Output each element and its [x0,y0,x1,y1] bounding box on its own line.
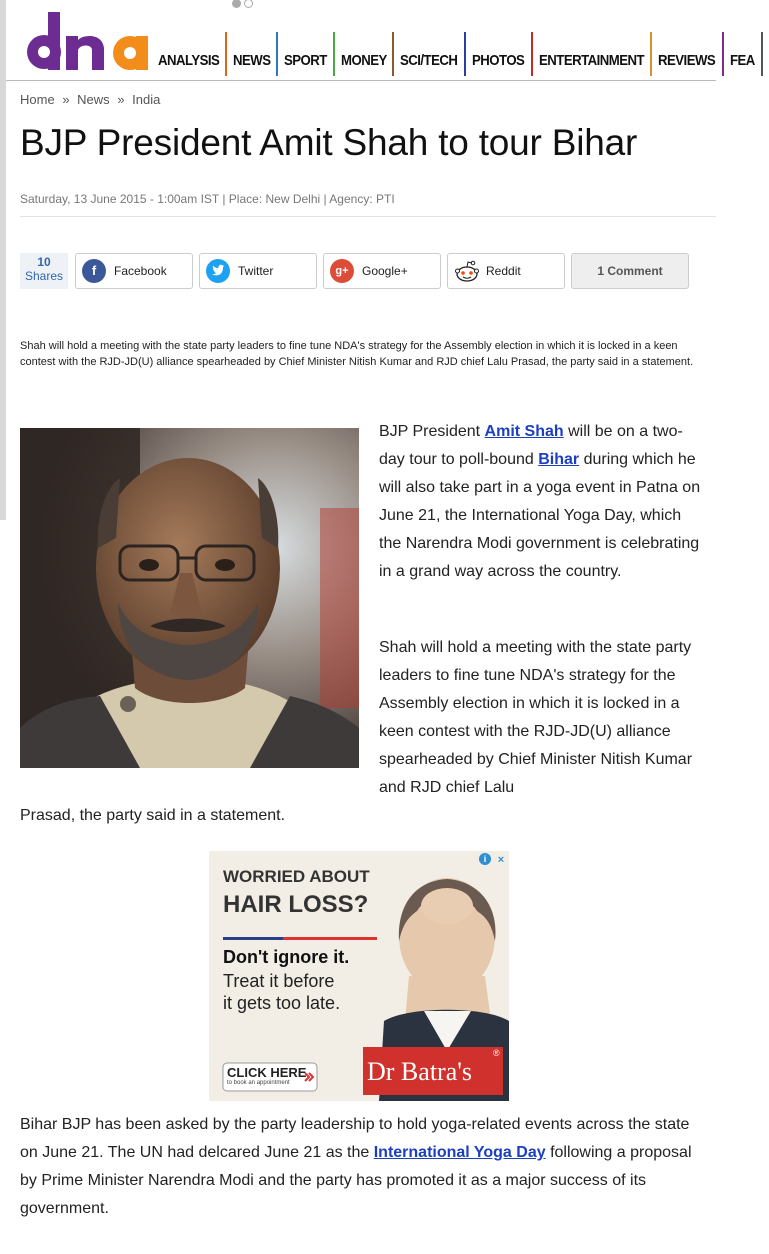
ad-cta-subtext: to book an appointment [227,1080,290,1086]
facebook-share-button[interactable] [75,253,193,289]
paragraph-text: will be on a two-day tour to poll-bound [379,423,683,468]
nav-separator [392,32,394,76]
nav-item-sport[interactable]: SPORT [284,52,327,69]
ad-cta-button[interactable]: CLICK HERE [227,1065,307,1080]
article-paragraph-3 [20,1111,710,1223]
nav-separator [722,32,724,76]
ad-line-2: Treat it before [223,971,335,991]
share-count-label: Shares [24,269,64,283]
nav-item-money[interactable]: MONEY [340,52,387,69]
main-nav [158,32,769,78]
international-yoga-day-link[interactable]: International Yoga Day [373,1144,546,1161]
advertisement[interactable] [209,851,509,1101]
amit-shah-link[interactable]: Amit Shah [484,423,564,440]
article-photo[interactable] [20,428,359,768]
bihar-link[interactable]: Bihar [538,451,580,468]
breadcrumb-separator: » [117,92,125,107]
nav-separator [761,32,763,76]
paragraph-text: following a proposal by Prime Minister Narendra Modi and the party has promoted it as a major success of its government. [20,1144,692,1217]
svg-text:i: i [483,854,487,864]
nav-separator [225,32,227,76]
header-divider [6,80,716,81]
breadcrumb-news[interactable]: News [77,92,110,107]
nav-item-scitech[interactable]: SCI/TECH [400,52,458,69]
paragraph-text: during which he will also take part in a yoga event in Patna on June 21, the International Yoga Day, which the Narendra Modi government is celebrating in a grand way across the country. [379,451,701,580]
comments-button[interactable]: 1 Comment [571,253,689,289]
ad-line-1: Don't ignore it. [223,947,350,967]
nav-item-entertainment[interactable]: ENTERTAINMENT [538,52,644,69]
breadcrumb-india[interactable]: India [132,92,161,107]
ad-headline-2: HAIR LOSS? [223,891,369,918]
article-title: BJP President Amit Shah to tour Bihar [20,122,638,163]
nav-separator [464,32,466,76]
reddit-share-button[interactable] [447,253,565,289]
breadcrumb-separator: » [62,92,70,107]
breadcrumb [20,92,164,107]
svg-text:dna: dna [24,12,26,13]
google-plus-icon: g+ [330,259,354,283]
article-summary: Shah will hold a meeting with the state party leaders to fine tune NDA's strategy for the Assembly election in which it is locked in a keen contest with the RJD-JD(U) alliance spearheaded by Chief Minister Nitish Kumar and RJD chief Lalu Prasad, the party said in a statement. [20,340,694,368]
nav-item-news[interactable]: NEWS [232,52,271,69]
carousel-dot-active[interactable] [232,0,241,8]
share-count-number: 10 [37,255,51,269]
nav-item-fea[interactable]: FEA [729,52,755,69]
carousel-dots[interactable] [232,0,256,13]
article-paragraph-1 [379,418,704,586]
ad-registered-mark: ® [493,1048,500,1058]
reddit-share-label: Reddit [486,264,521,278]
share-count [20,253,68,289]
google-plus-share-label: Google+ [362,264,408,278]
ad-brand: Dr Batra's [367,1057,473,1086]
twitter-share-label: Twitter [238,264,274,278]
nav-separator [333,32,335,76]
nav-item-analysis[interactable]: ANALYSIS [158,52,220,69]
dna-logo[interactable] [24,12,156,74]
reddit-icon [454,259,478,283]
facebook-icon: f [82,259,106,283]
paragraph-text: BJP President [379,423,485,440]
meta-divider [20,216,716,217]
facebook-share-label: Facebook [114,264,167,278]
page-scroll-edge [0,0,6,520]
twitter-icon [206,259,230,283]
article-paragraph-2-continuation: Prasad, the party said in a statement. [20,807,286,824]
nav-item-photos[interactable]: PHOTOS [472,52,525,69]
carousel-dot[interactable] [244,0,253,8]
nav-item-reviews[interactable]: REVIEWS [658,52,716,69]
breadcrumb-home[interactable]: Home [20,92,55,107]
paragraph-text: Bihar BJP has been asked by the party leadership to hold yoga-related events across the state on June 21. The UN had delcared June 21 as the [20,1116,690,1161]
ad-headline-1: WORRIED ABOUT [223,867,370,886]
svg-text:×: × [497,854,505,866]
nav-separator [531,32,533,76]
article-paragraph-2: Shah will hold a meeting with the state party leaders to fine tune NDA's strategy for the Assembly election in which it is locked in a keen contest with the RJD-JD(U) alliance spearheaded by Chief Minister Nitish Kumar and RJD chief Lalu [379,639,693,796]
google-plus-share-button[interactable] [323,253,441,289]
twitter-share-button[interactable] [199,253,317,289]
article-meta: Saturday, 13 June 2015 - 1:00am IST | Place: New Delhi | Agency: PTI [20,192,395,206]
ad-line-3: it gets too late. [223,993,341,1013]
nav-separator [276,32,278,76]
nav-separator [650,32,652,76]
